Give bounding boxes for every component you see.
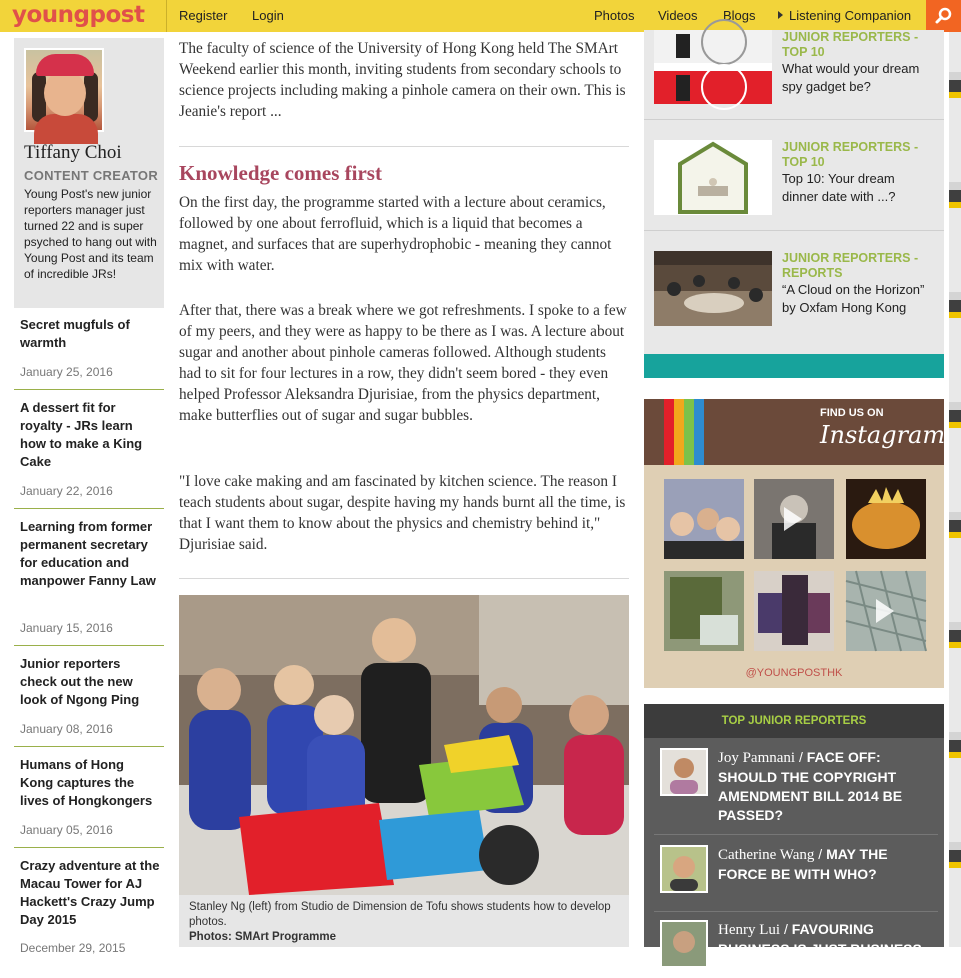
article-paragraph: On the first day, the programme started with a lecture about ceramics, followed by one about ferrofluid, which is a liquid that becomes a magnet, and surfaces that are superhydrophobic - meaning they cannot mix with water.	[179, 194, 612, 274]
avatar-image	[662, 750, 706, 794]
article-paragraph: "I love cake making and am fascinated by kitchen science. The reason I teach students about sugar, despite having my hands burnt all the time, is that I want them to know about the physics and chemistry behind it," Djurisiae said.	[179, 473, 626, 553]
top-jr-text[interactable]	[718, 748, 934, 825]
avatar-image	[662, 847, 706, 891]
top-jr-text[interactable]	[718, 845, 934, 884]
divider	[14, 389, 164, 390]
sidebar-article-date: December 29, 2015	[20, 941, 126, 955]
sidebar-article-date: January 08, 2016	[20, 722, 113, 736]
top-jr-text[interactable]	[718, 920, 934, 978]
classroom-photo	[179, 595, 629, 895]
jr-thumbnail[interactable]	[654, 30, 772, 104]
instagram-tile[interactable]	[664, 571, 744, 651]
avatar-part	[34, 114, 98, 144]
instagram-tile[interactable]	[846, 479, 926, 559]
sidebar-article-title[interactable]: Crazy adventure at the Macau Tower for AJ Hackett's Crazy Jump Day 2015	[20, 858, 160, 927]
triangle-right-icon	[778, 11, 783, 19]
jr-category[interactable]: JUNIOR REPORTERS - TOP 10	[782, 30, 919, 59]
instagram-header[interactable]	[644, 399, 944, 465]
avatar[interactable]	[660, 920, 708, 968]
divider	[644, 119, 944, 120]
king-cake-image	[846, 479, 926, 559]
avatar-part	[36, 54, 94, 76]
nav-videos[interactable]: Videos	[658, 8, 698, 23]
sidebar-article-title[interactable]: Humans of Hong Kong captures the lives of Hongkongers	[20, 757, 153, 808]
sidebar-article-title[interactable]: Junior reporters check out the new look of Ngong Ping	[20, 656, 140, 707]
author-name[interactable]: Tiffany Choi	[24, 142, 122, 163]
separator: /	[814, 846, 827, 862]
divider	[179, 578, 629, 579]
avatar[interactable]	[660, 845, 708, 893]
article-photo[interactable]	[179, 595, 629, 895]
workshop-image	[654, 251, 772, 326]
find-us-label: FIND US ON	[820, 407, 884, 419]
sidebar-article-title[interactable]: Secret mugfuls of warmth	[20, 317, 130, 350]
divider	[14, 746, 164, 747]
top-junior-reporters-panel	[644, 704, 944, 976]
photo-caption	[179, 895, 629, 947]
jr-category[interactable]: JUNIOR REPORTERS - REPORTS	[782, 251, 919, 280]
instagram-stripes	[664, 399, 704, 465]
dinner-image	[654, 140, 772, 215]
divider	[14, 847, 164, 848]
separator: /	[795, 749, 807, 765]
instagram-tile[interactable]	[754, 479, 834, 559]
author-bio: Young Post's new junior reporters manager just turned 22 and is super psyched to hang out with Young Post and its team of incredible JRs!	[24, 187, 157, 281]
play-icon	[876, 599, 894, 623]
divider	[179, 146, 629, 147]
divider	[166, 0, 167, 32]
instagram-tile[interactable]	[754, 571, 834, 651]
separator: /	[780, 921, 792, 937]
poster-image	[754, 571, 834, 651]
magazine-image	[664, 571, 744, 651]
panel-footer-bar	[644, 354, 944, 378]
article-subheading: Knowledge comes first	[179, 161, 382, 185]
jr-title[interactable]: What would your dream spy gadget be?	[782, 61, 920, 94]
sidebar-article[interactable]	[20, 399, 160, 498]
top-nav-bar	[0, 0, 961, 32]
sidebar-article-date: January 25, 2016	[20, 365, 113, 379]
reporter-article-title[interactable]: FACE OFF: SHOULD THE COPYRIGHT AMENDMENT BILL 2014 BE PASSED?	[718, 749, 903, 823]
search-button[interactable]	[926, 0, 961, 32]
search-icon	[935, 7, 953, 25]
site-logo[interactable]: youngpost	[12, 2, 145, 28]
instagram-panel	[644, 399, 944, 688]
reporter-name[interactable]: Catherine Wang	[718, 847, 815, 863]
photo-credit: Photos: SMArt Programme	[189, 931, 336, 943]
reporter-article-title[interactable]: FAVOURING BUSINESS IS JUST BUSINESS AS USUAL	[718, 921, 922, 976]
nav-listening-companion[interactable]	[778, 8, 911, 23]
reporter-name[interactable]: Joy Pamnani	[718, 750, 796, 766]
selfie-image	[664, 479, 744, 559]
sidebar-article[interactable]	[20, 316, 160, 379]
jr-category[interactable]: JUNIOR REPORTERS - TOP 10	[782, 140, 919, 169]
article-paragraph: After that, there was a break where we got refreshments. I spoke to a few of my peers, and they were as happy to be there as I was. A lecture about sugar and another about pinhole cameras followed. Although students had to sit for four lectures in a row, they didn't seem bored - they even helped Professor Aleksandra Djurisiae, from the physics department, make butterflies out of sugar and sugar bubbles.	[179, 302, 627, 424]
caption-text: Stanley Ng (left) from Studio de Dimension de Tofu shows students how to develop photos.	[189, 901, 611, 928]
page-edge-decoration	[949, 32, 961, 947]
sidebar-article-title[interactable]: A dessert fit for royalty - JRs learn how to make a King Cake	[20, 400, 143, 469]
sidebar-article-date: January 05, 2016	[20, 823, 113, 837]
jr-title[interactable]: “A Cloud on the Horizon” by Oxfam Hong Kong	[782, 282, 925, 315]
divider	[654, 911, 938, 912]
jr-thumbnail[interactable]	[654, 251, 772, 326]
sidebar-article-date: January 22, 2016	[20, 484, 113, 498]
avatar[interactable]	[660, 748, 708, 796]
reporter-article-title[interactable]: MAY THE FORCE BE WITH WHO?	[718, 846, 888, 882]
divider	[654, 834, 938, 835]
instagram-logo: Instagram	[820, 421, 946, 449]
nav-photos[interactable]: Photos	[594, 8, 635, 23]
sidebar-article[interactable]	[20, 518, 160, 635]
register-link[interactable]: Register	[179, 8, 228, 23]
sidebar-article-title[interactable]: Learning from former permanent secretary for education and manpower Fanny Law	[20, 519, 156, 588]
jr-title[interactable]: Top 10: Your dream dinner date with ...?	[782, 171, 896, 204]
instagram-handle[interactable]: @YOUNGPOSTHK	[745, 667, 843, 679]
sidebar-article[interactable]	[20, 655, 160, 736]
author-avatar[interactable]	[24, 48, 104, 132]
divider	[644, 230, 944, 231]
panel-heading: TOP JUNIOR REPORTERS	[644, 704, 944, 738]
login-link[interactable]: Login	[252, 8, 284, 23]
instagram-tile[interactable]	[846, 571, 926, 651]
spy-image	[654, 30, 772, 104]
play-icon	[784, 507, 802, 531]
article-intro: The faculty of science of the University of Hong Kong held The SMArt Weekend earlier this month, inviting students from secondary schools to science projects including making a pinhole camera on their own. This is Jeanie's report ...	[179, 40, 626, 120]
sidebar-article[interactable]	[20, 857, 160, 955]
avatar-part	[44, 70, 86, 116]
avatar-image	[662, 922, 706, 966]
divider	[14, 508, 164, 509]
author-card	[14, 38, 164, 308]
nav-listening-label: Listening Companion	[789, 8, 912, 23]
author-role: CONTENT CREATOR	[24, 168, 159, 183]
instagram-tile[interactable]	[664, 479, 744, 559]
divider	[14, 645, 164, 646]
avatar-part	[84, 72, 98, 122]
reporter-name[interactable]: Henry Lui	[718, 922, 781, 938]
junior-reporters-panel	[644, 30, 944, 378]
sidebar-article[interactable]	[20, 756, 160, 837]
jr-thumbnail[interactable]	[654, 140, 772, 215]
nav-blogs[interactable]: Blogs	[723, 8, 756, 23]
sidebar-article-date: January 15, 2016	[20, 621, 113, 635]
